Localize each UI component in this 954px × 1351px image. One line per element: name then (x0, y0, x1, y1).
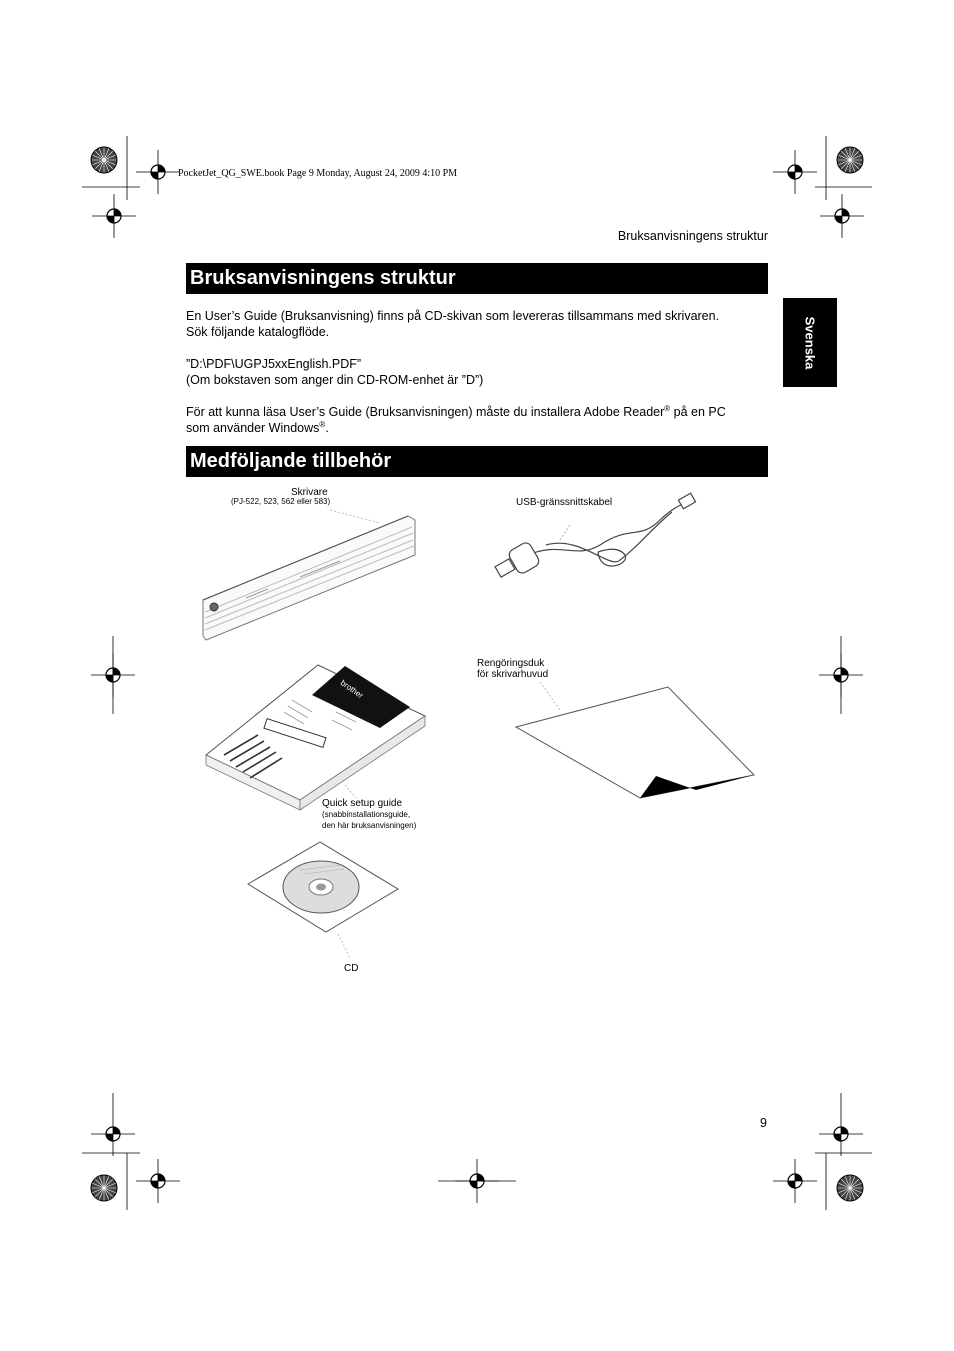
registration-mark-icon (820, 194, 864, 238)
color-target-icon (837, 147, 863, 173)
section-title-structure: Bruksanvisningens struktur (186, 263, 768, 294)
cd-label: CD (344, 963, 359, 974)
page-number: 9 (760, 1116, 767, 1130)
para3-text: För att kunna läsa User’s Guide (Bruksanvisningen) måste du installera Adobe Reader (186, 405, 665, 419)
para3-text-cont: på en PC (670, 405, 726, 419)
color-target-icon (837, 1175, 863, 1201)
printer-models-label: (PJ-522, 523, 562 eller 583) (231, 497, 331, 506)
registration-mark-icon (819, 1112, 863, 1156)
quick-setup-guide-illustration (206, 665, 425, 810)
section-title-accessories: Medföljande tillbehör (186, 446, 768, 477)
para1-line2: Sök följande katalogflöde. (186, 325, 330, 339)
usb-cable-label: USB-gränssnittskabel (516, 497, 613, 508)
para3-line2 (186, 420, 776, 436)
language-tab-label: Svenska (802, 316, 818, 369)
para3-line2-text: som använder Windows (186, 421, 320, 435)
cleaning-cloth-illustration (516, 682, 754, 798)
path-note: (Om bokstaven som anger din CD-ROM-enhet är ”D”) (186, 373, 484, 387)
para3-end: . (325, 421, 329, 435)
registration-mark-icon (136, 1159, 180, 1203)
book-header: PocketJet_QG_SWE.book Page 9 Monday, August 24, 2009 4:10 PM (178, 168, 458, 179)
registration-mark-icon (91, 1112, 135, 1156)
para1-line1: En User’s Guide (Bruksanvisning) finns på CD-skivan som levereras tillsammans med skrivaren. (186, 309, 720, 323)
guide-sub-line2: den här bruksanvisningen) (322, 821, 417, 830)
running-head: Bruksanvisningens struktur (617, 229, 768, 243)
guide-sub-line1: (snabbinstallationsguide, (322, 810, 411, 819)
section1-body (186, 308, 776, 436)
cd-illustration (248, 842, 398, 958)
registered-mark: ® (664, 403, 671, 413)
cloth-label-line1: Rengöringsduk (477, 658, 545, 669)
registered-mark: ® (319, 419, 326, 429)
printer-label: Skrivare (291, 487, 328, 498)
crop-mark-icon (82, 136, 140, 213)
registration-mark-icon (773, 1159, 817, 1203)
para3-line1 (186, 404, 776, 420)
registration-mark-icon (136, 150, 180, 194)
language-tab (783, 298, 837, 387)
color-target-icon (91, 1175, 117, 1201)
registration-mark-icon (92, 194, 136, 238)
guide-label: Quick setup guide (322, 798, 403, 809)
guide-brand-text: brother (338, 678, 365, 701)
registration-mark-icon (773, 150, 817, 194)
color-target-icon (91, 147, 117, 173)
printer-illustration (203, 510, 415, 640)
path-line: ”D:\PDF\UGPJ5xxEnglish.PDF” (186, 357, 362, 371)
cloth-label-line2: för skrivarhuvud (477, 669, 549, 680)
